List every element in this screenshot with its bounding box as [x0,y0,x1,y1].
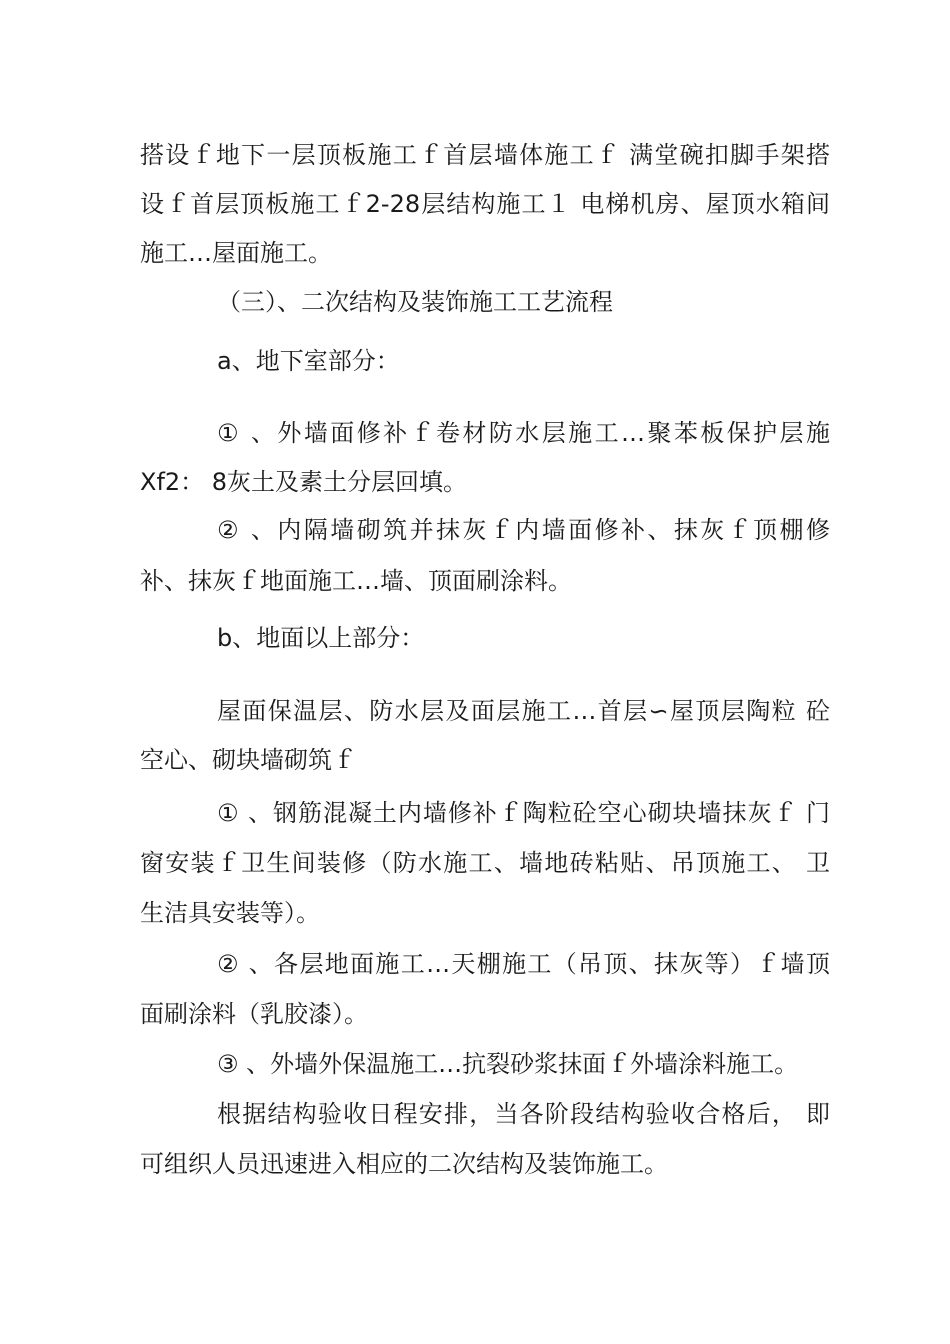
subsection-heading: a、地下室部分： [217,347,400,375]
text-line: Xf2： 8灰土及素土分层回填。 [140,468,468,496]
text-line: 窗安装ｆ卫生间装修（防水施工、墙地砖粘贴、吊顶施工、 卫 [140,849,830,877]
text-line: 可组织人员迅速进入相应的二次结构及装饰施工。 [140,1150,668,1178]
text-line: ① 、外墙面修补ｆ卷材防水层施工…聚苯板保护层施 [217,419,830,447]
text-line: 设ｆ首层顶板施工ｆ2-28层结构施工１ 电梯机房、屋顶水箱间 [140,190,830,218]
text-line: 生洁具安装等）。 [140,899,320,927]
text-line: ① 、钢筋混凝土内墙修补ｆ陶粒砼空心砌块墙抹灰ｆ 门 [217,799,830,827]
text-line: 搭设ｆ地下一层顶板施工ｆ首层墙体施工ｆ 满堂碗扣脚手架搭 [140,141,830,169]
text-line: 施工…屋面施工。 [140,239,332,267]
text-line: 屋面保温层、防水层及面层施工…首层∽屋顶层陶粒 砼 [217,697,830,725]
text-line: ② 、内隔墙砌筑并抹灰ｆ内墙面修补、抹灰ｆ顶棚修 [217,516,830,544]
text-line: 空心、砌块墙砌筑ｆ [140,746,356,774]
text-line: 根据结构验收日程安排，当各阶段结构验收合格后， 即 [217,1100,830,1128]
text-line: 面刷涂料（乳胶漆）。 [140,1000,368,1028]
section-heading: （三）、二次结构及装饰施工工艺流程 [217,288,613,316]
subsection-heading: b、地面以上部分： [217,624,425,652]
text-line: ② 、各层地面施工…天棚施工（吊顶、抹灰等）ｆ墙顶 [217,950,830,978]
text-line: ③ 、外墙外保温施工…抗裂砂浆抹面ｆ外墙涂料施工。 [217,1050,799,1078]
text-line: 补、抹灰ｆ地面施工…墙、顶面刷涂料。 [140,567,572,595]
